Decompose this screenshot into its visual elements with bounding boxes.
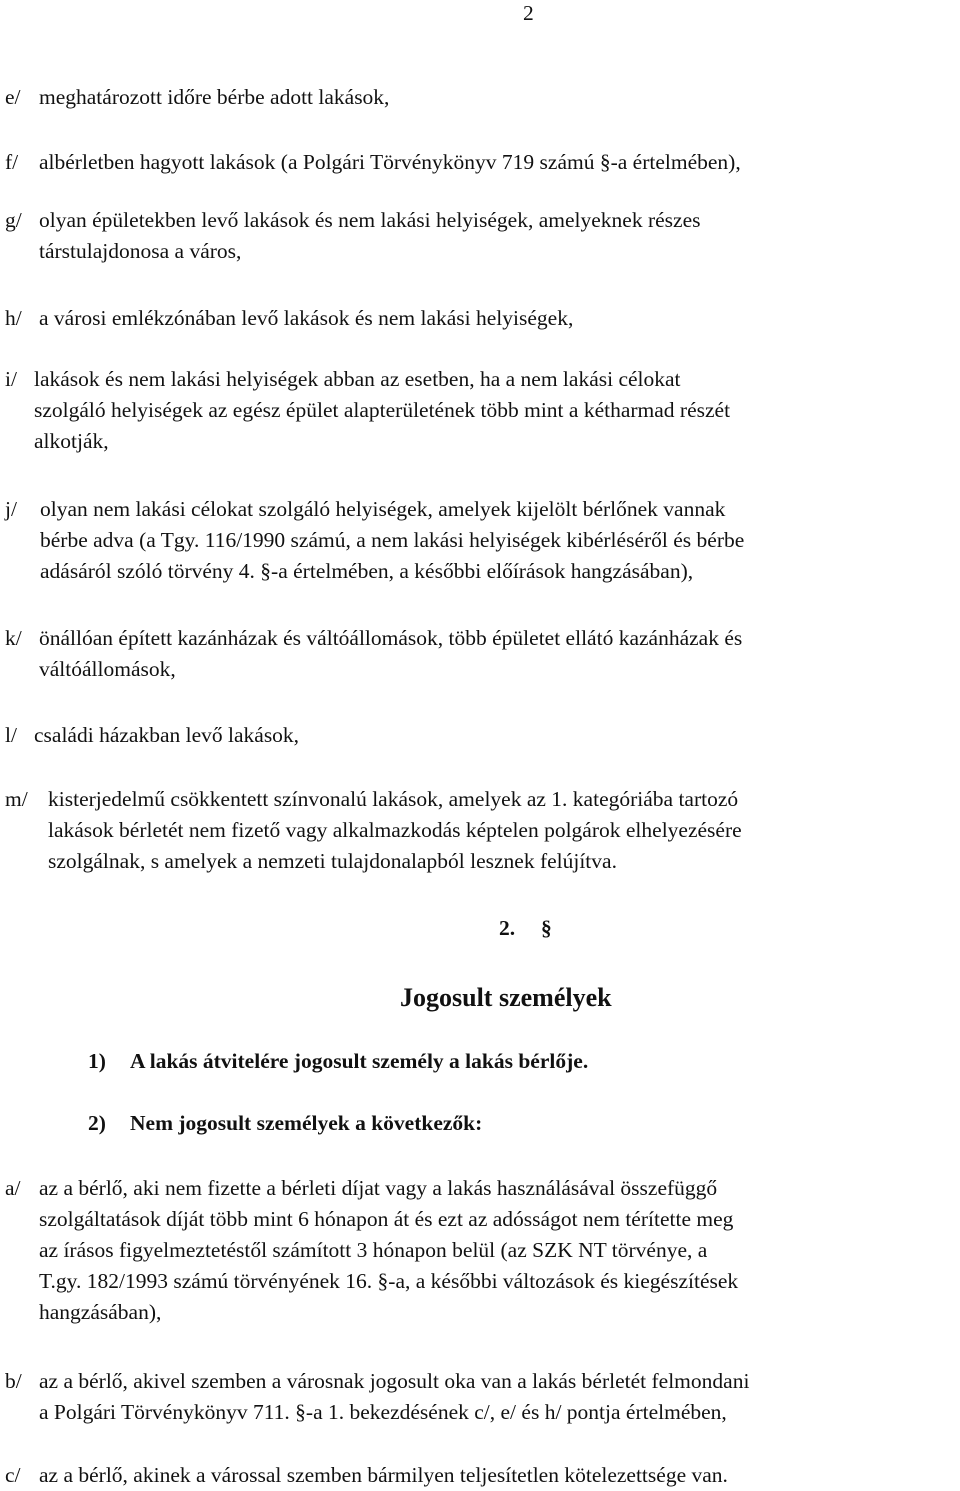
list-item-text: önállóan épített kazánházak és váltóállomások, több épületet ellátó kazánházak és	[39, 626, 743, 650]
numbered-point-1	[88, 1046, 588, 1077]
sub-item-text: az a bérlő, aki nem fizette a bérleti díjat vagy a lakás használásával összefüggő	[39, 1176, 718, 1200]
list-item-label: m/	[5, 787, 28, 811]
sub-item-a	[5, 1173, 957, 1328]
list-item-f	[5, 147, 957, 178]
sub-item-text: a Polgári Törvénykönyv 711. §-a 1. bekezdésének c/, e/ és h/ pontja értelmében,	[39, 1400, 727, 1424]
list-item-text: szolgálnak, s amelyek a nemzeti tulajdonalapból lesznek felújítva.	[48, 849, 617, 873]
sub-item-label: b/	[5, 1369, 22, 1393]
list-item-h	[5, 303, 957, 334]
numbered-point-text: Nem jogosult személyek a következők:	[130, 1111, 483, 1135]
list-item-m	[5, 784, 957, 877]
numbered-point-text: A lakás átvitelére jogosult személy a lakás bérlője.	[130, 1049, 589, 1073]
list-item-text: meghatározott időre bérbe adott lakások,	[39, 85, 390, 109]
list-item-label: g/	[5, 208, 22, 232]
list-item-text: váltóállomások,	[39, 657, 176, 681]
list-item-text: alkotják,	[34, 429, 109, 453]
list-item-text: kisterjedelmű csökkentett színvonalú lakások, amelyek az 1. kategóriába tartozó	[48, 787, 739, 811]
list-item-label: h/	[5, 306, 22, 330]
sub-item-label: c/	[5, 1463, 21, 1487]
numbered-point-2	[88, 1108, 482, 1139]
list-item-label: j/	[5, 497, 17, 521]
list-item-text: bérbe adva (a Tgy. 116/1990 számú, a nem lakási helyiségek kibérléséről és bérbe	[40, 528, 745, 552]
list-item-i	[5, 364, 957, 457]
list-item-k	[5, 623, 957, 685]
list-item-text: lakások bérletét nem fizető vagy alkalmazkodás képtelen polgárok elhelyezésére	[48, 818, 742, 842]
list-item-text: albérletben hagyott lakások (a Polgári Törvénykönyv 719 számú §-a értelmében),	[39, 150, 741, 174]
sub-item-text: hangzásában),	[39, 1300, 162, 1324]
list-item-label: f/	[5, 150, 19, 174]
sub-item-text: az a bérlő, akinek a várossal szemben bármilyen teljesítetlen kötelezettsége van.	[39, 1463, 728, 1487]
list-item-e	[5, 82, 957, 113]
list-item-l	[5, 720, 957, 751]
list-item-text: szolgáló helyiségek az egész épület alapterületének több mint a kétharmad részét	[34, 398, 731, 422]
numbered-point-number: 1)	[88, 1049, 106, 1073]
list-item-label: l/	[5, 723, 17, 747]
list-item-text: lakások és nem lakási helyiségek abban az esetben, ha a nem lakási célokat	[34, 367, 681, 391]
list-item-text: olyan épületekben levő lakások és nem lakási helyiségek, amelyeknek részes	[39, 208, 701, 232]
sub-item-text: szolgáltatások díját több mint 6 hónapon át és ezt az adósságot nem térítette meg	[39, 1207, 734, 1231]
sub-item-label: a/	[5, 1176, 21, 1200]
list-item-label: e/	[5, 85, 21, 109]
section-title: Jogosult személyek	[400, 983, 612, 1012]
sub-item-text: az a bérlő, akivel szemben a városnak jogosult oka van a lakás bérletét felmondani	[39, 1369, 750, 1393]
sub-item-c	[5, 1460, 957, 1491]
list-item-text: a városi emlékzónában levő lakások és nem lakási helyiségek,	[39, 306, 574, 330]
sub-item-text: az írásos figyelmeztetéstől számított 3 hónapon belül (az SZK NT törvénye, a	[39, 1238, 708, 1262]
section-sign: §	[541, 916, 552, 940]
list-item-label: k/	[5, 626, 22, 650]
list-item-text: adásáról szóló törvény 4. §-a értelmében, a későbbi előírások hangzásában),	[40, 559, 694, 583]
list-item-text: családi házakban levő lakások,	[34, 723, 300, 747]
list-item-label: i/	[5, 367, 17, 391]
list-item-j	[5, 494, 957, 587]
list-item-text: társtulajdonosa a város,	[39, 239, 242, 263]
numbered-point-number: 2)	[88, 1111, 106, 1135]
page-number: 2	[523, 1, 534, 25]
sub-item-b	[5, 1366, 957, 1428]
list-item-text: olyan nem lakási célokat szolgáló helyiségek, amelyek kijelölt bérlőnek vannak	[40, 497, 726, 521]
list-item-g	[5, 205, 957, 267]
sub-item-text: T.gy. 182/1993 számú törvényének 16. §-a, a későbbi változások és kiegészítések	[39, 1269, 739, 1293]
section-number: 2.	[499, 916, 516, 940]
